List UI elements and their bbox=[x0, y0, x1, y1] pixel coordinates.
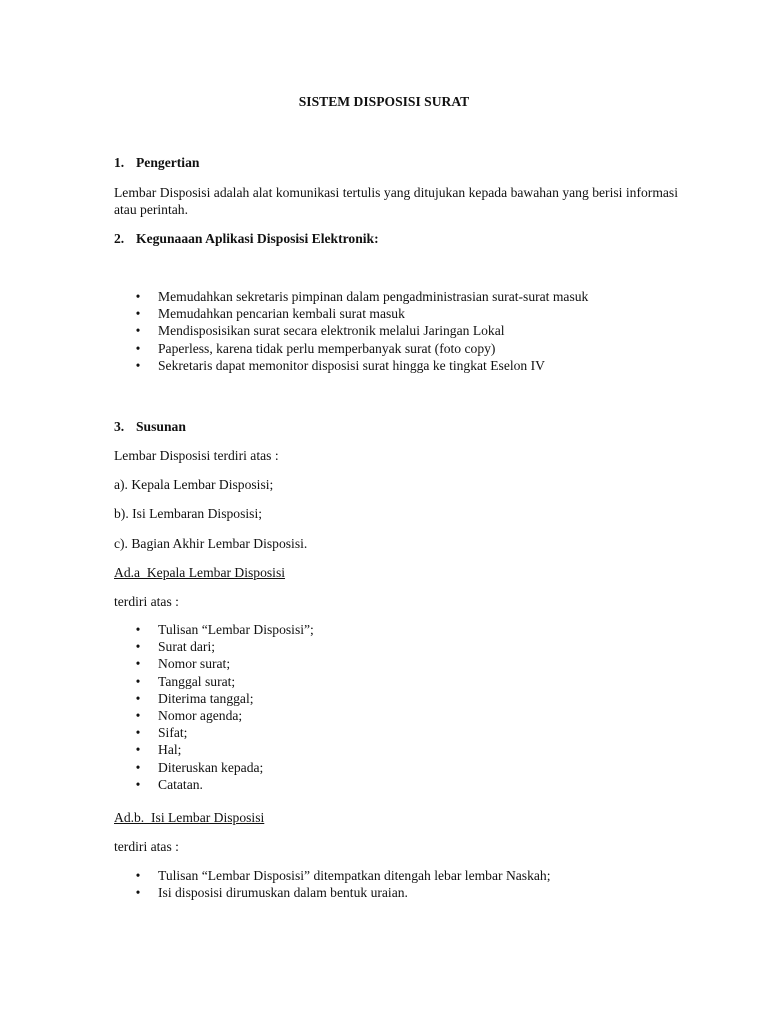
document-title: SISTEM DISPOSISI SURAT bbox=[298, 94, 470, 109]
bullet-icon: • bbox=[135, 759, 141, 775]
list-item bbox=[114, 655, 678, 672]
list-item bbox=[114, 288, 678, 305]
list-item bbox=[114, 690, 678, 707]
list-item-text: Mendisposisikan surat secara elektronik melalui Jaringan Lokal bbox=[158, 323, 505, 339]
bullet-icon: • bbox=[135, 289, 141, 304]
list-item bbox=[114, 638, 678, 655]
bullet-icon: • bbox=[135, 323, 141, 339]
adb-intro: terdiri atas : bbox=[114, 839, 179, 854]
bullet-icon: • bbox=[135, 776, 141, 792]
list-item bbox=[114, 357, 678, 374]
ada-heading bbox=[114, 564, 678, 581]
bullet-icon: • bbox=[135, 725, 141, 741]
list-item-text: Paperless, karena tidak perlu memperbanyak surat (foto copy) bbox=[158, 340, 496, 356]
section-3-heading bbox=[114, 418, 678, 435]
ada-intro: terdiri atas : bbox=[114, 594, 179, 609]
list-item-text: Diterima tanggal; bbox=[158, 690, 254, 706]
section-3-number: 3. bbox=[114, 419, 125, 434]
list-item-text: Tanggal surat; bbox=[158, 673, 236, 689]
section-2-title: Kegunaaan Aplikasi Disposisi Elektronik: bbox=[136, 231, 379, 246]
bullet-icon: • bbox=[135, 885, 141, 901]
list-item bbox=[114, 340, 678, 357]
list-item bbox=[114, 724, 678, 741]
section-1-paragraph: Lembar Disposisi adalah alat komunikasi tertulis yang ditujukan kepada bawahan yang berisi informasi atau perintah. bbox=[114, 185, 678, 217]
bullet-icon: • bbox=[135, 868, 141, 883]
list-item bbox=[114, 322, 678, 339]
ada-bullet-list bbox=[114, 621, 678, 793]
list-item bbox=[114, 673, 678, 690]
bullet-icon: • bbox=[135, 340, 141, 356]
adb-heading bbox=[114, 809, 678, 826]
list-item-text: Sifat; bbox=[158, 725, 188, 741]
list-item-text: Tulisan “Lembar Disposisi”; bbox=[158, 622, 314, 637]
bullet-icon: • bbox=[135, 306, 141, 322]
list-item bbox=[114, 741, 678, 758]
section-2-number: 2. bbox=[114, 231, 125, 246]
list-item-text: Isi disposisi dirumuskan dalam bentuk uraian. bbox=[158, 885, 408, 901]
list-item bbox=[114, 776, 678, 793]
bullet-icon: • bbox=[135, 656, 141, 672]
section-3-intro: Lembar Disposisi terdiri atas : bbox=[114, 448, 279, 463]
bullet-icon: • bbox=[135, 357, 141, 373]
list-item bbox=[114, 707, 678, 724]
list-item-text: Hal; bbox=[158, 742, 182, 758]
list-item bbox=[114, 621, 678, 638]
list-item-text: Catatan. bbox=[158, 776, 203, 792]
list-item-text: Sekretaris dapat memonitor disposisi surat hingga ke tingkat Eselon IV bbox=[158, 357, 545, 373]
bullet-icon: • bbox=[135, 639, 141, 655]
section-3-item-c: c). Bagian Akhir Lembar Disposisi. bbox=[114, 536, 308, 551]
bullet-icon: • bbox=[135, 622, 141, 637]
bullet-icon: • bbox=[135, 707, 141, 723]
section-1-title: Pengertian bbox=[136, 155, 200, 170]
list-item-text: Memudahkan sekretaris pimpinan dalam pengadministrasian surat-surat masuk bbox=[158, 289, 589, 304]
bullet-icon: • bbox=[135, 673, 141, 689]
list-item-text: Nomor surat; bbox=[158, 656, 231, 672]
ada-heading-text: Ad.a Kepala Lembar Disposisi bbox=[114, 565, 286, 580]
list-item bbox=[114, 884, 678, 901]
section-1-number: 1. bbox=[114, 155, 125, 170]
list-item bbox=[114, 759, 678, 776]
list-item-text: Memudahkan pencarian kembali surat masuk bbox=[158, 306, 405, 322]
section-2-heading bbox=[114, 230, 678, 247]
list-item-text: Tulisan “Lembar Disposisi” ditempatkan ditengah lebar lembar Naskah; bbox=[158, 868, 551, 883]
list-item bbox=[114, 867, 678, 884]
section-3-title: Susunan bbox=[136, 419, 186, 434]
list-item bbox=[114, 305, 678, 322]
list-item-text: Surat dari; bbox=[158, 639, 216, 655]
section-2-bullet-list bbox=[114, 288, 678, 374]
adb-heading-text: Ad.b. Isi Lembar Disposisi bbox=[114, 810, 265, 825]
bullet-icon: • bbox=[135, 742, 141, 758]
list-item-text: Nomor agenda; bbox=[158, 707, 243, 723]
section-3-item-a: a). Kepala Lembar Disposisi; bbox=[114, 477, 274, 492]
section-1-heading bbox=[114, 154, 678, 171]
list-item-text: Diteruskan kepada; bbox=[158, 759, 264, 775]
bullet-icon: • bbox=[135, 690, 141, 706]
section-3-item-b: b). Isi Lembaran Disposisi; bbox=[114, 506, 262, 521]
adb-bullet-list bbox=[114, 867, 678, 901]
